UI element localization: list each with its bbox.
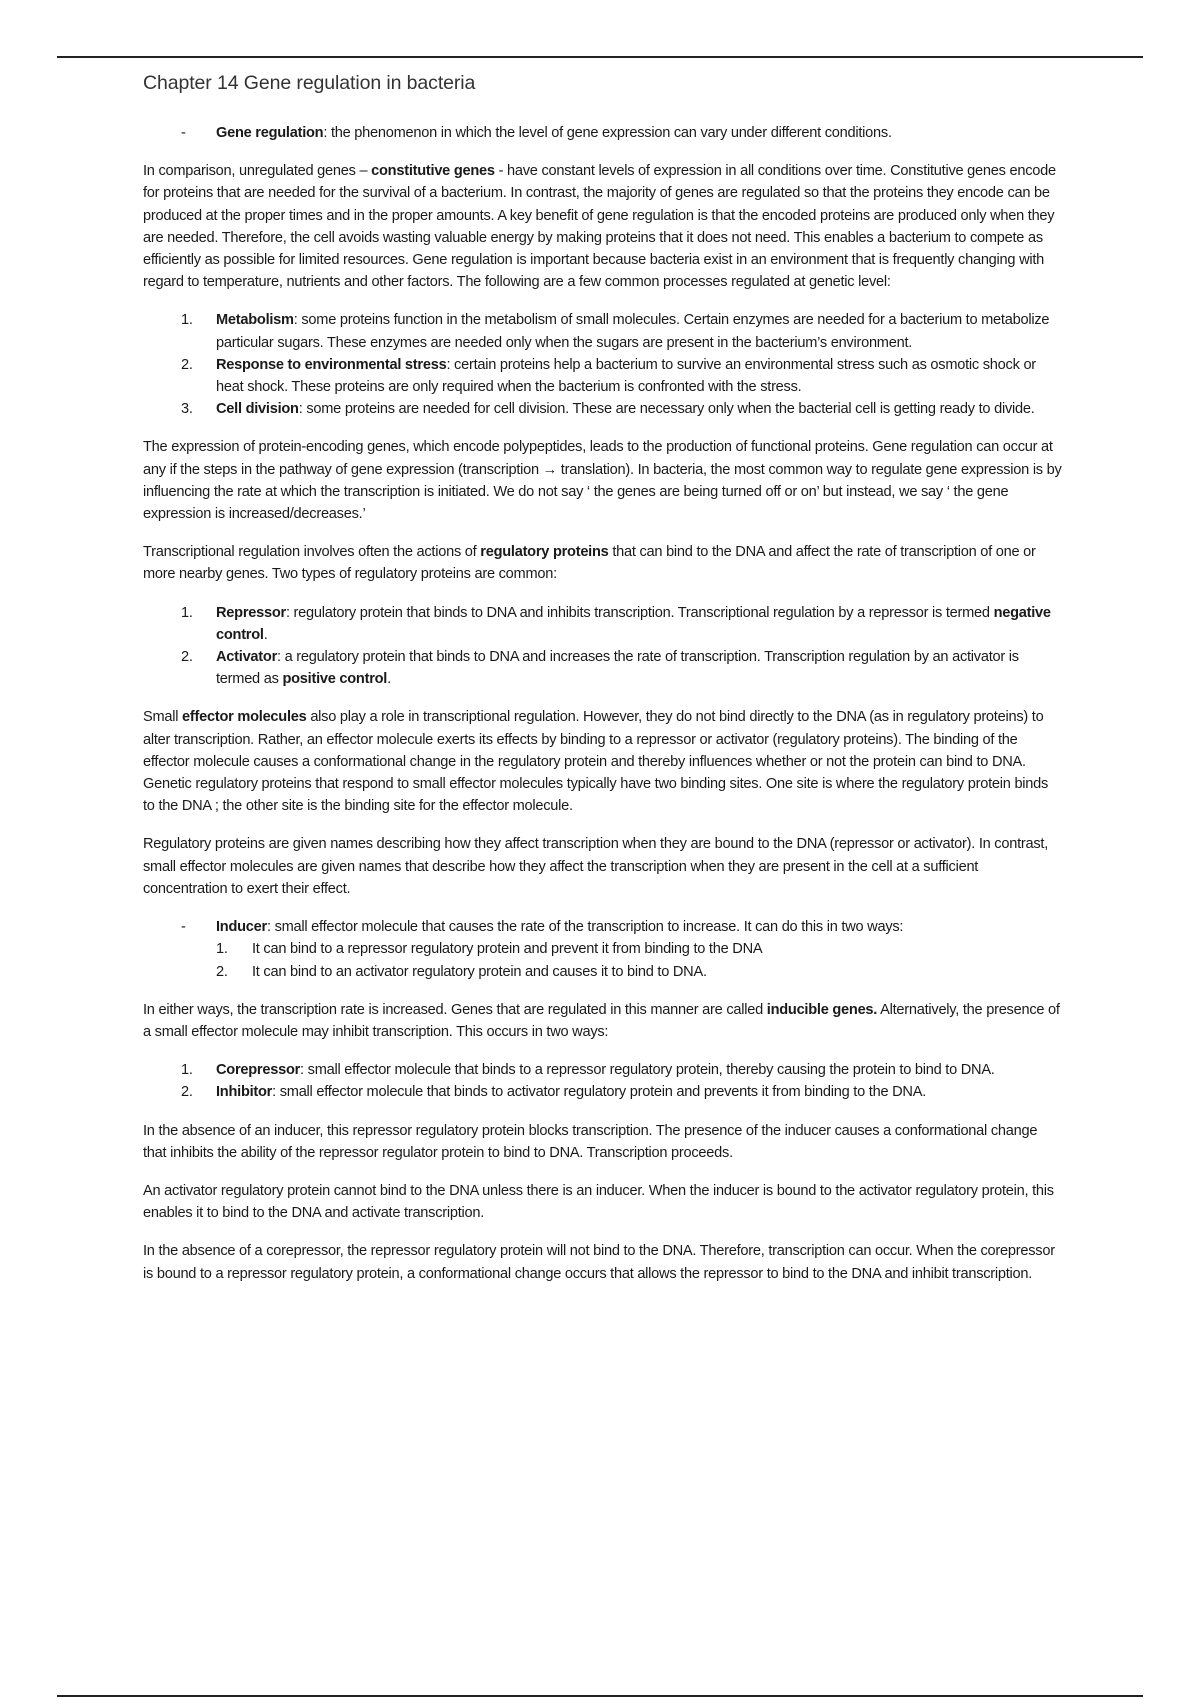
list-number: 1. bbox=[216, 941, 228, 958]
list-item-text: It can bind to an activator regulatory protein and causes it to bind to DNA. bbox=[252, 963, 707, 980]
term-inducible-genes: inducible genes. bbox=[766, 1001, 878, 1018]
list-number: 3. bbox=[181, 401, 193, 418]
term-inducer: Inducer bbox=[216, 919, 267, 936]
term-environmental-stress: Response to environmental stress bbox=[216, 356, 447, 373]
text-run: also play a role in transcriptional regulation. However, they do not bind directly to the DNA (as in regulatory proteins) to alter transcription. Rather, an effector molecule exerts its effects by binding to a repressor or activator (regulatory proteins). The binding of the effector molecule causes a conformational change in the regulatory protein and thereby influences whether or not the protein can bind to DNA. Genetic regulatory proteins that respond to small effector molecules typically have two binding sites. One site is where the regulatory protein binds to the DNA ; the other site is the binding site for the effector molecule. bbox=[143, 709, 1049, 815]
term-repressor: Repressor bbox=[216, 604, 286, 621]
text-run: - have constant levels of expression in all conditions over time. Constitutive genes encode for proteins that are needed for the survival of a bacterium. In contrast, the majority of genes are regulated so that the proteins they encode can be produced at the proper times and in the proper amounts. A key benefit of gene regulation is that the encoded proteins are produced only when they are needed. Therefore, the cell avoids wasting valuable energy by making proteins that it does not need. This enables a bacterium to compete as efficiently as possible for limited resources. Gene regulation is important because bacteria exist in an environment that is frequently changing with regard to temperature, nutrients and other factors. The following are a few common processes regulated at genetic level: bbox=[143, 163, 1056, 291]
dash-marker: - bbox=[181, 125, 186, 141]
term-negative-control: negative control bbox=[216, 604, 1051, 643]
list-item-text: : regulatory protein that binds to DNA and inhibits transcription. Transcriptional regulation by a repressor is termed bbox=[285, 604, 994, 621]
text-run: Small bbox=[143, 709, 183, 726]
list-item-text: : a regulatory protein that binds to DNA and increases the rate of transcription. Transcription regulation by an activator is termed as bbox=[216, 649, 1019, 688]
inducer-ways-list bbox=[216, 938, 1063, 982]
paragraph-activator-inducer: An activator regulatory protein cannot bind to the DNA unless there is an inducer. When the inducer is bound to the activator regulatory protein, this enables it to bind to the DNA and activate transcription. bbox=[143, 1182, 1054, 1222]
text-run: . bbox=[387, 671, 391, 688]
list-item-text: : some proteins function in the metabolism of small molecules. Certain enzymes are needed for a bacterium to metabolize particular sugars. These enzymes are needed only when the sugars are present in the bacterium’s environment. bbox=[216, 312, 1050, 351]
term-gene-regulation: Gene regulation bbox=[216, 125, 324, 141]
text-run: that can bind to the DNA and affect the rate of transcription of one or more nearby genes. Two types of regulatory proteins are common: bbox=[143, 544, 1036, 583]
list-item-text: : small effector molecule that causes the rate of the transcription to increase. It can do this in two ways: bbox=[266, 919, 904, 936]
definition-text: : the phenomenon in which the level of gene expression can vary under different conditions. bbox=[323, 125, 892, 141]
term-metabolism: Metabolism bbox=[216, 312, 294, 329]
text-run: In either ways, the transcription rate is increased. Genes that are regulated in this manner are called bbox=[143, 1001, 767, 1018]
text-run: In comparison, unregulated genes – bbox=[143, 163, 372, 180]
regulatory-protein-types-list bbox=[143, 602, 1063, 691]
term-effector-molecules: effector molecules bbox=[182, 709, 307, 726]
list-item bbox=[143, 1081, 1063, 1103]
list-item-text: : certain proteins help a bacterium to survive an environmental stress such as osmotic shock or heat shock. These proteins are only required when the bacterium is confronted with the stress. bbox=[216, 356, 1036, 396]
term-regulatory-proteins: regulatory proteins bbox=[480, 544, 609, 561]
paragraph-naming: Regulatory proteins are given names describing how they affect transcription when they are bound to the DNA (repressor or activator). In contrast, small effector molecules are given names that describe how they affect the transcription when they are present in the cell at a sufficient concentration to exert their effect. bbox=[143, 836, 1049, 897]
paragraph-regulatory-proteins bbox=[143, 541, 1063, 585]
list-item bbox=[143, 309, 1063, 353]
list-item bbox=[143, 602, 1063, 646]
list-item bbox=[143, 354, 1063, 398]
list-item bbox=[216, 961, 1063, 983]
footer-rule bbox=[57, 1695, 1143, 1697]
definition-list bbox=[143, 122, 1063, 144]
term-constitutive-genes: constitutive genes bbox=[371, 163, 495, 180]
list-item bbox=[143, 916, 1063, 983]
text-run: Alternatively, the presence of a small effector molecule may inhibit transcription. This occurs in two ways: bbox=[143, 1001, 1060, 1040]
list-number: 1. bbox=[181, 604, 193, 621]
list-item-text: : small effector molecule that binds to activator regulatory protein and prevents it from binding to the DNA. bbox=[272, 1084, 926, 1101]
term-activator: Activator bbox=[216, 649, 278, 666]
inhibition-list bbox=[143, 1059, 1063, 1103]
text-run: . bbox=[263, 626, 268, 643]
inducer-list bbox=[143, 916, 1063, 983]
page-title: Chapter 14 Gene regulation in bacteria bbox=[143, 72, 476, 94]
paragraph-gene-expression: The expression of protein-encoding genes, which encode polypeptides, leads to the production of functional proteins. Gene regulation can occur at any if the steps in the pathway of gene expression (transcription → translation). In bacteria, the most common way to regulate gene expression is by influencing the rate at which the transcription is initiated. We do not say ‘ the genes are being turned off or on’ but instead, we say ‘ the gene expression is increased/decreases.’ bbox=[143, 439, 1062, 523]
list-item bbox=[143, 1059, 1063, 1081]
dash-marker: - bbox=[181, 919, 186, 936]
list-item-text: : small effector molecule that binds to a repressor regulatory protein, thereby causing the protein to bind to DNA. bbox=[300, 1062, 995, 1079]
term-corepressor: Corepressor bbox=[216, 1062, 301, 1079]
document-page bbox=[143, 72, 1063, 1301]
paragraph-effector-molecules bbox=[143, 706, 1063, 817]
list-number: 2. bbox=[216, 963, 228, 980]
list-number: 2. bbox=[181, 1084, 193, 1101]
term-positive-control: positive control bbox=[282, 671, 388, 688]
paragraph-inducer-absence: In the absence of an inducer, this repressor regulatory protein blocks transcription. The presence of the inducer causes a conformational change that inhibits the ability of the repressor regulator protein to bind to DNA. Transcription proceeds. bbox=[143, 1122, 1038, 1161]
paragraph-constitutive-genes bbox=[143, 160, 1063, 293]
list-number: 2. bbox=[181, 356, 193, 373]
regulated-processes-list bbox=[143, 309, 1063, 420]
list-item bbox=[216, 938, 1063, 960]
list-item bbox=[143, 122, 1063, 144]
list-item bbox=[143, 398, 1063, 420]
text-run: Transcriptional regulation involves often the actions of bbox=[143, 544, 481, 561]
list-number: 1. bbox=[181, 312, 193, 329]
list-item-text: : some proteins are needed for cell division. These are necessary only when the bacterial cell is getting ready to divide. bbox=[298, 401, 1035, 418]
paragraph-corepressor-absence: In the absence of a corepressor, the repressor regulatory protein will not bind to the DNA. Therefore, transcription can occur. When the corepressor is bound to a repressor regulatory protein, a conformational change occurs that allows the repressor to bind to the DNA and inhibit transcription. bbox=[143, 1243, 1055, 1282]
term-cell-division: Cell division bbox=[216, 401, 299, 418]
list-item bbox=[143, 646, 1063, 690]
list-number: 2. bbox=[181, 649, 193, 666]
term-inhibitor: Inhibitor bbox=[216, 1084, 273, 1101]
list-number: 1. bbox=[181, 1062, 193, 1079]
list-item-text: It can bind to a repressor regulatory protein and prevent it from binding to the DNA bbox=[252, 941, 763, 958]
header-rule bbox=[57, 56, 1143, 58]
paragraph-inducible-genes bbox=[143, 999, 1063, 1043]
